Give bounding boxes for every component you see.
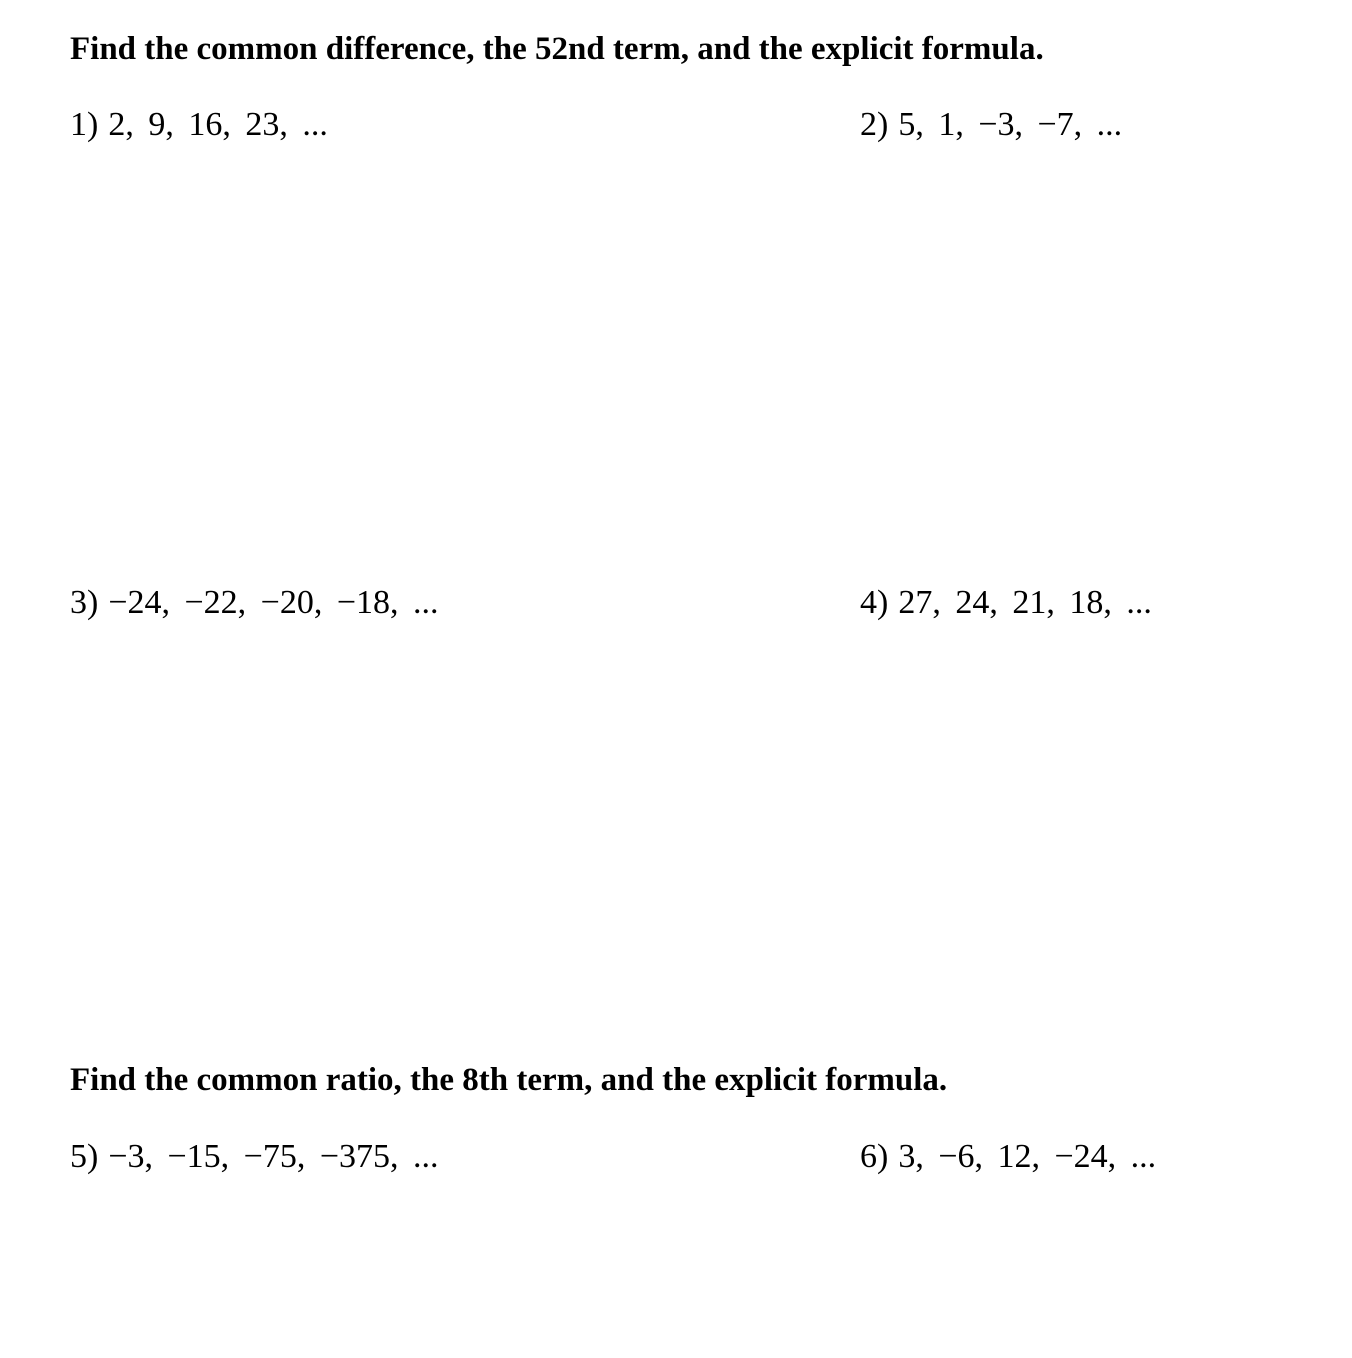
problem-sequence: 3, −6, 12, −24, ... (898, 1138, 1157, 1175)
problem-2 (860, 108, 1122, 142)
problem-number: 5) (70, 1138, 99, 1175)
problem-1 (70, 108, 328, 142)
problem-number: 2) (860, 106, 889, 143)
section-heading-arithmetic: Find the common difference, the 52nd term, and the explicit formula. (70, 31, 1044, 67)
problem-number: 3) (70, 584, 99, 621)
problem-sequence: −24, −22, −20, −18, ... (108, 584, 439, 621)
problem-4 (860, 586, 1152, 620)
problem-number: 6) (860, 1138, 889, 1175)
problem-sequence: −3, −15, −75, −375, ... (108, 1138, 439, 1175)
problem-sequence: 27, 24, 21, 18, ... (898, 584, 1152, 621)
problem-sequence: 5, 1, −3, −7, ... (898, 106, 1123, 143)
section-heading-geometric: Find the common ratio, the 8th term, and the explicit formula. (70, 1062, 948, 1098)
problem-3 (70, 586, 439, 620)
problem-6 (860, 1140, 1156, 1174)
problem-number: 1) (70, 106, 99, 143)
problem-5 (70, 1140, 439, 1174)
problem-number: 4) (860, 584, 889, 621)
problem-sequence: 2, 9, 16, 23, ... (108, 106, 328, 143)
